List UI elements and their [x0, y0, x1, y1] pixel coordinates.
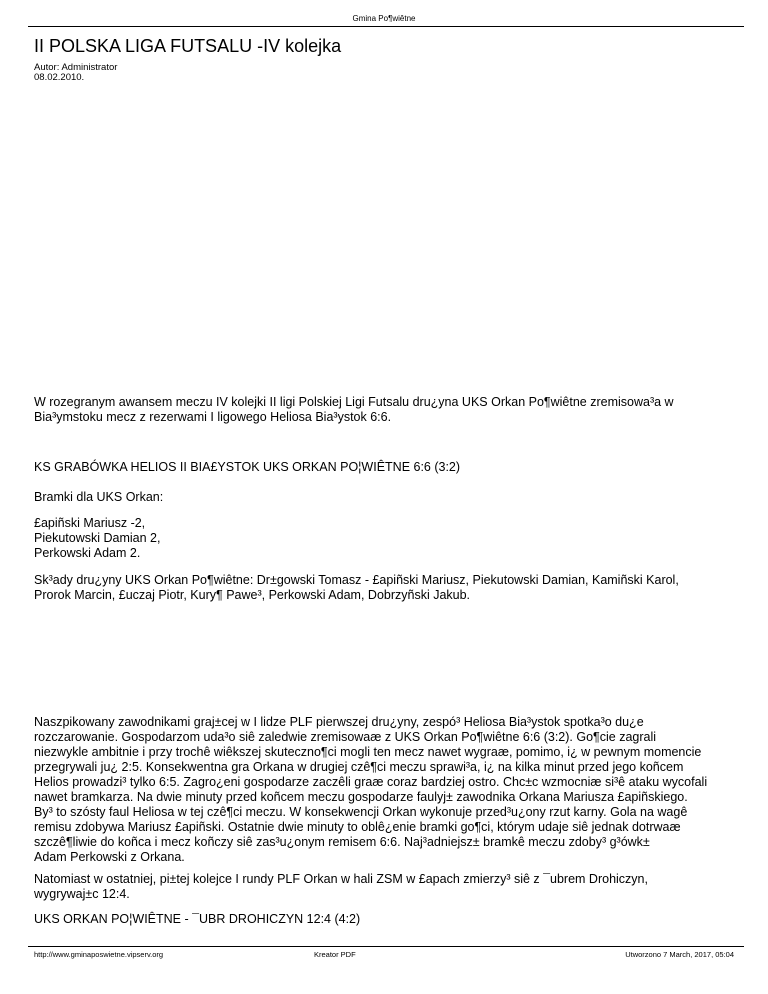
scorers-list	[34, 516, 734, 561]
scorer-item: Perkowski Adam 2.	[34, 546, 141, 560]
report-line: By³ to szósty faul Heliosa w tej czê¶ci meczu. W konsekwencji Orkan wykonuje przed³u¿ony rzut karny. Gola na wagê	[34, 805, 688, 819]
footer-url: http://www.gminaposwietne.vipserv.org	[34, 950, 164, 959]
squad-line: Prorok Marcin, £uczaj Piotr, Kury¶ Pawe³, Perkowski Adam, Dobrzyñski Jakub.	[34, 588, 471, 602]
report-line: nawet bramkarza. Na dwie minuty przed koñcem meczu gospodarze faulуj± zawodnika Orkana Mariusza £apiñskiego.	[34, 790, 688, 804]
report-line: remisu zdobywa Mariusz £apiñski. Ostatnie dwie minuty to oblê¿enie bramki go¶ci, którym udaje siê jednak dotrwaæ	[34, 820, 681, 834]
match-result-1: KS GRABÓWKA HELIOS II BIA£YSTOK UKS ORKAN PO¦WIÊTNE 6:6 (3:2)	[34, 460, 461, 474]
match-report-paragraph	[34, 715, 734, 865]
next-line: wygrywaj±c 12:4.	[34, 887, 130, 901]
page-header-site-name: Gmina Po¶wiêtne	[352, 14, 416, 23]
scorer-item: £apiñski Mariusz -2,	[34, 516, 146, 530]
article-meta	[34, 63, 117, 83]
article-date: 08.02.2010.	[34, 72, 85, 83]
goals-heading: Bramki dla UKS Orkan:	[34, 490, 164, 504]
match-result-2: UKS ORKAN PO¦WIÊTNE - ¯UBR DROHICZYN 12:4 (4:2)	[34, 912, 361, 926]
footer-generator: Kreator PDF	[314, 950, 356, 959]
report-line: Helios prowadzi³ tylko 6:5. Zagro¿eni gospodarze zaczêli graæ coraz bardziej ostro. Chc±c wzmocniæ si³ê ataku wycofali	[34, 775, 708, 789]
report-line: szczê¶liwie do koñca i mecz koñczy siê zas³u¿onym remisem 6:6. Naj³adniejsz± bramkê meczu zdoby³ g³ówk±	[34, 835, 650, 849]
header-divider	[28, 26, 744, 27]
report-line: Adam Perkowski z Orkana.	[34, 850, 185, 864]
squad-line: Sk³ady dru¿yny UKS Orkan Po¶wiêtne: Dr±gowski Tomasz - £apiñski Mariusz, Piekutowski Damian, Kamiñski Karol,	[34, 573, 679, 587]
report-line: Naszpikowany zawodnikami graj±cej w I lidze PLF pierwszej dru¿yny, zespó³ Heliosa Bia³ystok spotka³o du¿e	[34, 715, 644, 729]
next-line: Natomiast w ostatniej, pi±tej kolejce I rundy PLF Orkan w hali ZSM w £apach zmierzy³ siê z ¯ubrem Drohiczyn,	[34, 872, 648, 886]
intro-line: Bia³ymstoku mecz z rezerwami I ligowego Heliosa Bia³ystok 6:6.	[34, 410, 392, 424]
intro-paragraph	[34, 395, 734, 425]
article-title: II POLSKA LIGA FUTSALU -IV kolejka	[34, 36, 342, 56]
footer-divider	[28, 946, 744, 947]
next-match-paragraph	[34, 872, 734, 902]
footer-created-date: Utworzono 7 March, 2017, 05:04	[625, 950, 734, 959]
intro-line: W rozegranym awansem meczu IV kolejki II ligi Polskiej Ligi Futsalu dru¿yna UKS Orkan Po¶wiêtne zremisowa³a w	[34, 395, 674, 409]
report-line: niezwykle ambitnie i przy trochê wiêkszej skuteczno¶ci mogli ten mecz nawet wygraæ, pomimo, i¿ w pewnym momencie	[34, 745, 702, 759]
report-line: przegrywali ju¿ 2:5. Konsekwentna gra Orkana w drugiej czê¶ci meczu sprawi³a, i¿ na kilka minut przed jego koñcem	[34, 760, 684, 774]
squad-paragraph	[34, 573, 734, 603]
report-line: rozczarowanie. Gospodarzom uda³o siê zaledwie zremisowaæ z UKS Orkan Po¶wiêtne 6:6 (3:2). Go¶cie zagrali	[34, 730, 657, 744]
scorer-item: Piekutowski Damian 2,	[34, 531, 161, 545]
article-author: Autor: Administrator	[34, 62, 118, 73]
